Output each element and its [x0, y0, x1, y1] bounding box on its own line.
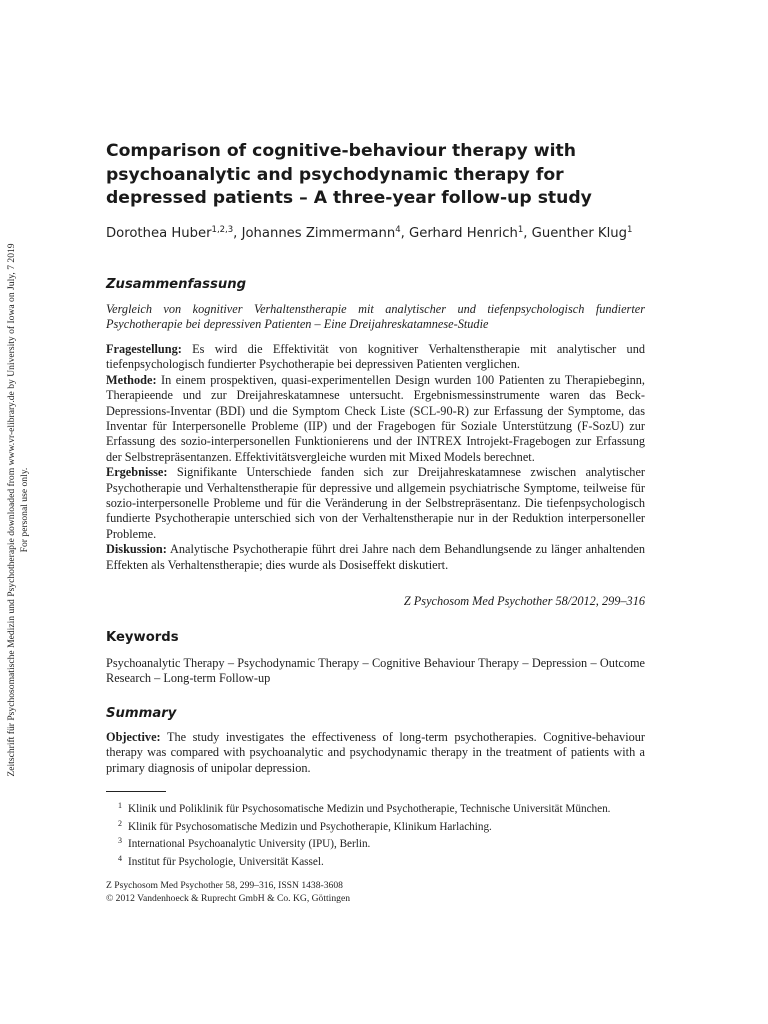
download-notice-line1: Zeitschrift für Psychosomatische Medizin und Psychotherapie downloaded from www.vr-elibrary.de by University of Iowa on July, 7 2019	[6, 243, 17, 777]
fragestellung-text: Es wird die Effektivität von kognitiver Verhaltenstherapie mit analytischer und tiefenpsychologisch fundierter Psychotherapie bei depressiven Patienten verglichen.	[106, 342, 645, 372]
footnote	[106, 817, 646, 835]
journal-info	[106, 880, 506, 905]
author-name: Gerhard Henrich	[409, 226, 518, 241]
english-abstract	[106, 730, 645, 776]
german-abstract	[106, 342, 645, 573]
footnote	[106, 799, 646, 817]
zusammenfassung-heading: Zusammenfassung	[106, 277, 247, 292]
author-affiliation: 1	[517, 225, 524, 235]
footnote-text: Klinik für Psychosomatische Medizin und Psychotherapie, Klinikum Harlaching.	[128, 820, 492, 833]
journal-copyright: © 2012 Vandenhoeck & Ruprecht GmbH & Co. KG, Göttingen	[106, 892, 350, 904]
ergebnisse-text: Signifikante Unterschiede fanden sich zur Dreijahreskatamnese zwischen analytischer Psychotherapie und Verhaltenstherapie für depressive und allgemein psychiatrische Symptome, teilweise für sozio-interpersonelle Probleme und für die Veränderung in der Selbstrepräsentanz. Die tiefenpsychologisch fundierte Psychotherapie unterschied sich von der Verhaltenstherapie nur in der Reduktion interpersoneller Probleme.	[106, 465, 645, 541]
methode-label: Methode:	[106, 372, 157, 387]
german-title: Vergleich von kognitiver Verhaltenstherapie mit analytischer und tiefenpsychologisch fundierter Psychotherapie bei depressiven Patienten – Eine Dreijahreskatamnese-Studie	[106, 302, 645, 332]
footnote-text: International Psychoanalytic University (IPU), Berlin.	[128, 838, 371, 851]
footnotes	[106, 799, 646, 869]
author-affiliation: 1	[626, 225, 633, 235]
footnote-number: 1	[118, 801, 122, 810]
keywords-heading: Keywords	[106, 630, 179, 645]
article-title: Comparison of cognitive-behaviour therapy with psychoanalytic and psychodynamic therapy for depressed patients – A three-year follow-up study	[106, 141, 592, 208]
ergebnisse-label: Ergebnisse:	[106, 465, 168, 480]
author-affiliation: 4	[395, 225, 401, 235]
diskussion-label: Diskussion:	[106, 542, 167, 557]
fragestellung-label: Fragestellung:	[106, 342, 182, 356]
author-list	[106, 225, 686, 243]
summary-heading: Summary	[106, 706, 177, 721]
diskussion-text: Analytische Psychotherapie führt drei Jahre nach dem Behandlungsende zu länger anhaltenden Effekten als Verhaltenstherapie; dies wurde als Dosiseffekt diskutiert.	[106, 542, 645, 572]
footnote-text: Klinik und Poliklinik für Psychosomatische Medizin und Psychotherapie, Technische Universität München.	[128, 803, 611, 815]
footnote-text: Institut für Psychologie, Universität Kassel.	[128, 855, 324, 868]
author-separator: ,	[523, 226, 532, 241]
german-citation: Z Psychosom Med Psychother 58/2012, 299–316	[403, 594, 645, 608]
footnote-divider	[106, 791, 166, 792]
methode-text: In einem prospektiven, quasi-experimentellen Design wurden 100 Patienten zu Therapiebeginn, Therapieende und zur Dreijahreskatamnese untersucht. Ergebnismessinstrumente waren das Beck-Depressions-Inventar (BDI) und die Symptom Check Liste (SCL-90-R) zur Erfassung der Symptome, das Inventar für Interpersonelle Probleme (IIP) und der Fragebogen für Soziale Unterstützung (F-SozU) zur Erfassung des sozio-interpersonellen Funktionierens und der INTREX Introjekt-Fragebogen zur Erfassung der Selbstrepräsentanzen. Effektivitätsvergleiche wurden mit Mixed Models berechnet.	[106, 372, 645, 464]
footnote	[106, 852, 646, 870]
footnote	[106, 834, 646, 852]
author-name: Guenther Klug	[531, 226, 627, 241]
keywords-text: Psychoanalytic Therapy – Psychodynamic Therapy – Cognitive Behaviour Therapy – Depression – Outcome Research – Long-term Follow-up	[106, 656, 645, 686]
download-notice-line2: For personal use only.	[18, 467, 30, 553]
journal-issn: Z Psychosom Med Psychother 58, 299–316, ISSN 1438-3608	[106, 880, 343, 891]
author-affiliation: 1,2,3	[211, 225, 234, 235]
footnote-number: 3	[118, 836, 122, 846]
footnote-number: 2	[118, 818, 122, 828]
objective-text: The study investigates the effectiveness of long-term psychotherapies. Cognitive-behaviour therapy was compared with psychoanalytic and psychodynamic therapy in the treatment of patients with a primary diagnosis of unipolar depression.	[106, 730, 645, 775]
download-notice	[0, 230, 50, 790]
author-name: Dorothea Huber	[106, 226, 212, 241]
author-separator: ,	[233, 226, 242, 241]
objective-label: Objective:	[106, 730, 161, 744]
author-name: Johannes Zimmermann	[241, 226, 396, 241]
footnote-number: 4	[118, 853, 122, 863]
author-separator: ,	[400, 226, 410, 241]
